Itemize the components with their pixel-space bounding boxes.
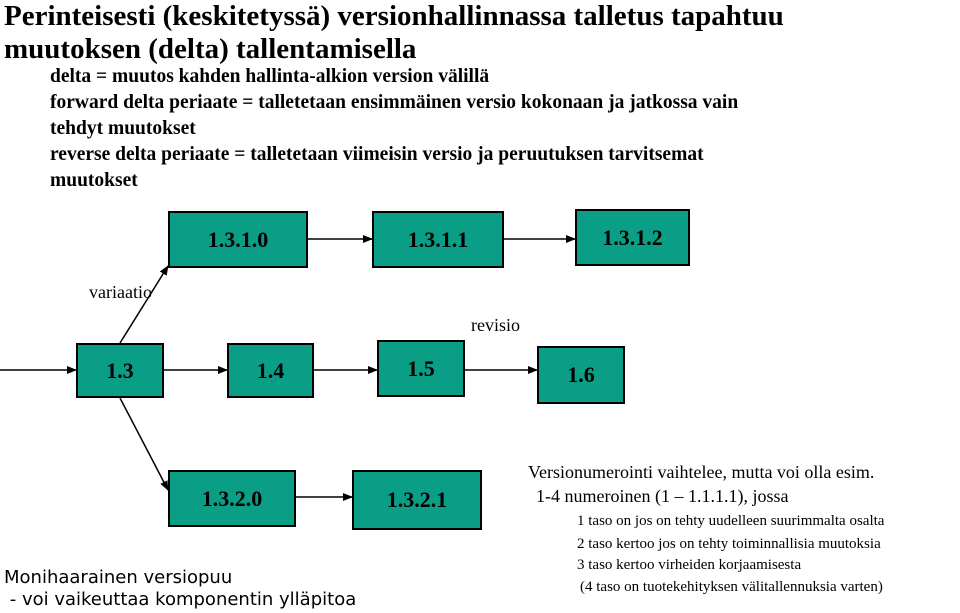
version-node-1310 — [168, 211, 308, 268]
slide-title-line-2: muutoksen (delta) tallentamisella — [4, 33, 417, 65]
numbering-level-4: (4 taso on tuotekehityksen välitallennuksia varten) — [580, 579, 883, 595]
version-node-1310-label: 1.3.1.0 — [207, 226, 269, 252]
version-node-1311-label: 1.3.1.1 — [407, 226, 469, 252]
arrow-13-to-1320 — [120, 398, 168, 490]
caption-line-2: - voi vaikeuttaa komponentin ylläpitoa — [4, 589, 357, 610]
caption-line-1: Monihaarainen versiopuu — [4, 567, 233, 588]
bullet-forward-delta-cont: tehdyt muutokset — [50, 118, 196, 139]
label-revisio: revisio — [471, 315, 520, 335]
slide-title-line-1: Perinteisesti (keskitetyssä) versionhallinnassa talletus tapahtuu — [4, 0, 784, 32]
version-node-13 — [76, 343, 164, 398]
version-node-1320-label: 1.3.2.0 — [201, 485, 263, 511]
version-node-1311 — [372, 211, 504, 268]
version-node-1312-label: 1.3.1.2 — [602, 224, 663, 250]
numbering-heading: Versionumerointi vaihtelee, mutta voi olla esim. — [528, 462, 875, 482]
version-node-16 — [537, 346, 625, 404]
numbering-level-2: 2 taso kertoo jos on tehty toiminnallisia muutoksia — [577, 536, 881, 552]
multi-branch-caption — [4, 567, 356, 611]
version-node-14 — [227, 343, 314, 398]
bullet-forward-delta: forward delta periaate = talletetaan ensimmäinen versio kokonaan ja jatkossa vain — [50, 92, 739, 113]
arrow-13-to-1310 — [120, 266, 168, 343]
version-node-15 — [377, 340, 465, 397]
numbering-level-1: 1 taso on jos on tehty uudelleen suurimmalta osalta — [577, 513, 885, 529]
version-node-1321 — [352, 470, 482, 530]
version-node-1312 — [575, 209, 690, 266]
bullet-reverse-delta-cont: muutokset — [50, 170, 138, 191]
version-node-16-label: 1.6 — [567, 362, 595, 387]
version-node-1321-label: 1.3.2.1 — [386, 487, 448, 512]
bullet-delta-definition: delta = muutos kahden hallinta-alkion version välillä — [50, 66, 490, 87]
numbering-level-3: 3 taso kertoo virheiden korjaamisesta — [577, 557, 802, 573]
numbering-subheading: 1-4 numeroinen (1 – 1.1.1.1), jossa — [536, 486, 789, 506]
bullet-reverse-delta: reverse delta periaate = talletetaan viimeisin versio ja peruutuksen tarvitsemat — [50, 144, 704, 165]
label-variaatio: variaatio — [89, 282, 152, 302]
version-node-14-label: 1.4 — [256, 357, 285, 383]
version-node-13-label: 1.3 — [106, 357, 134, 383]
version-node-1320 — [168, 470, 296, 527]
version-node-15-label: 1.5 — [407, 355, 435, 381]
